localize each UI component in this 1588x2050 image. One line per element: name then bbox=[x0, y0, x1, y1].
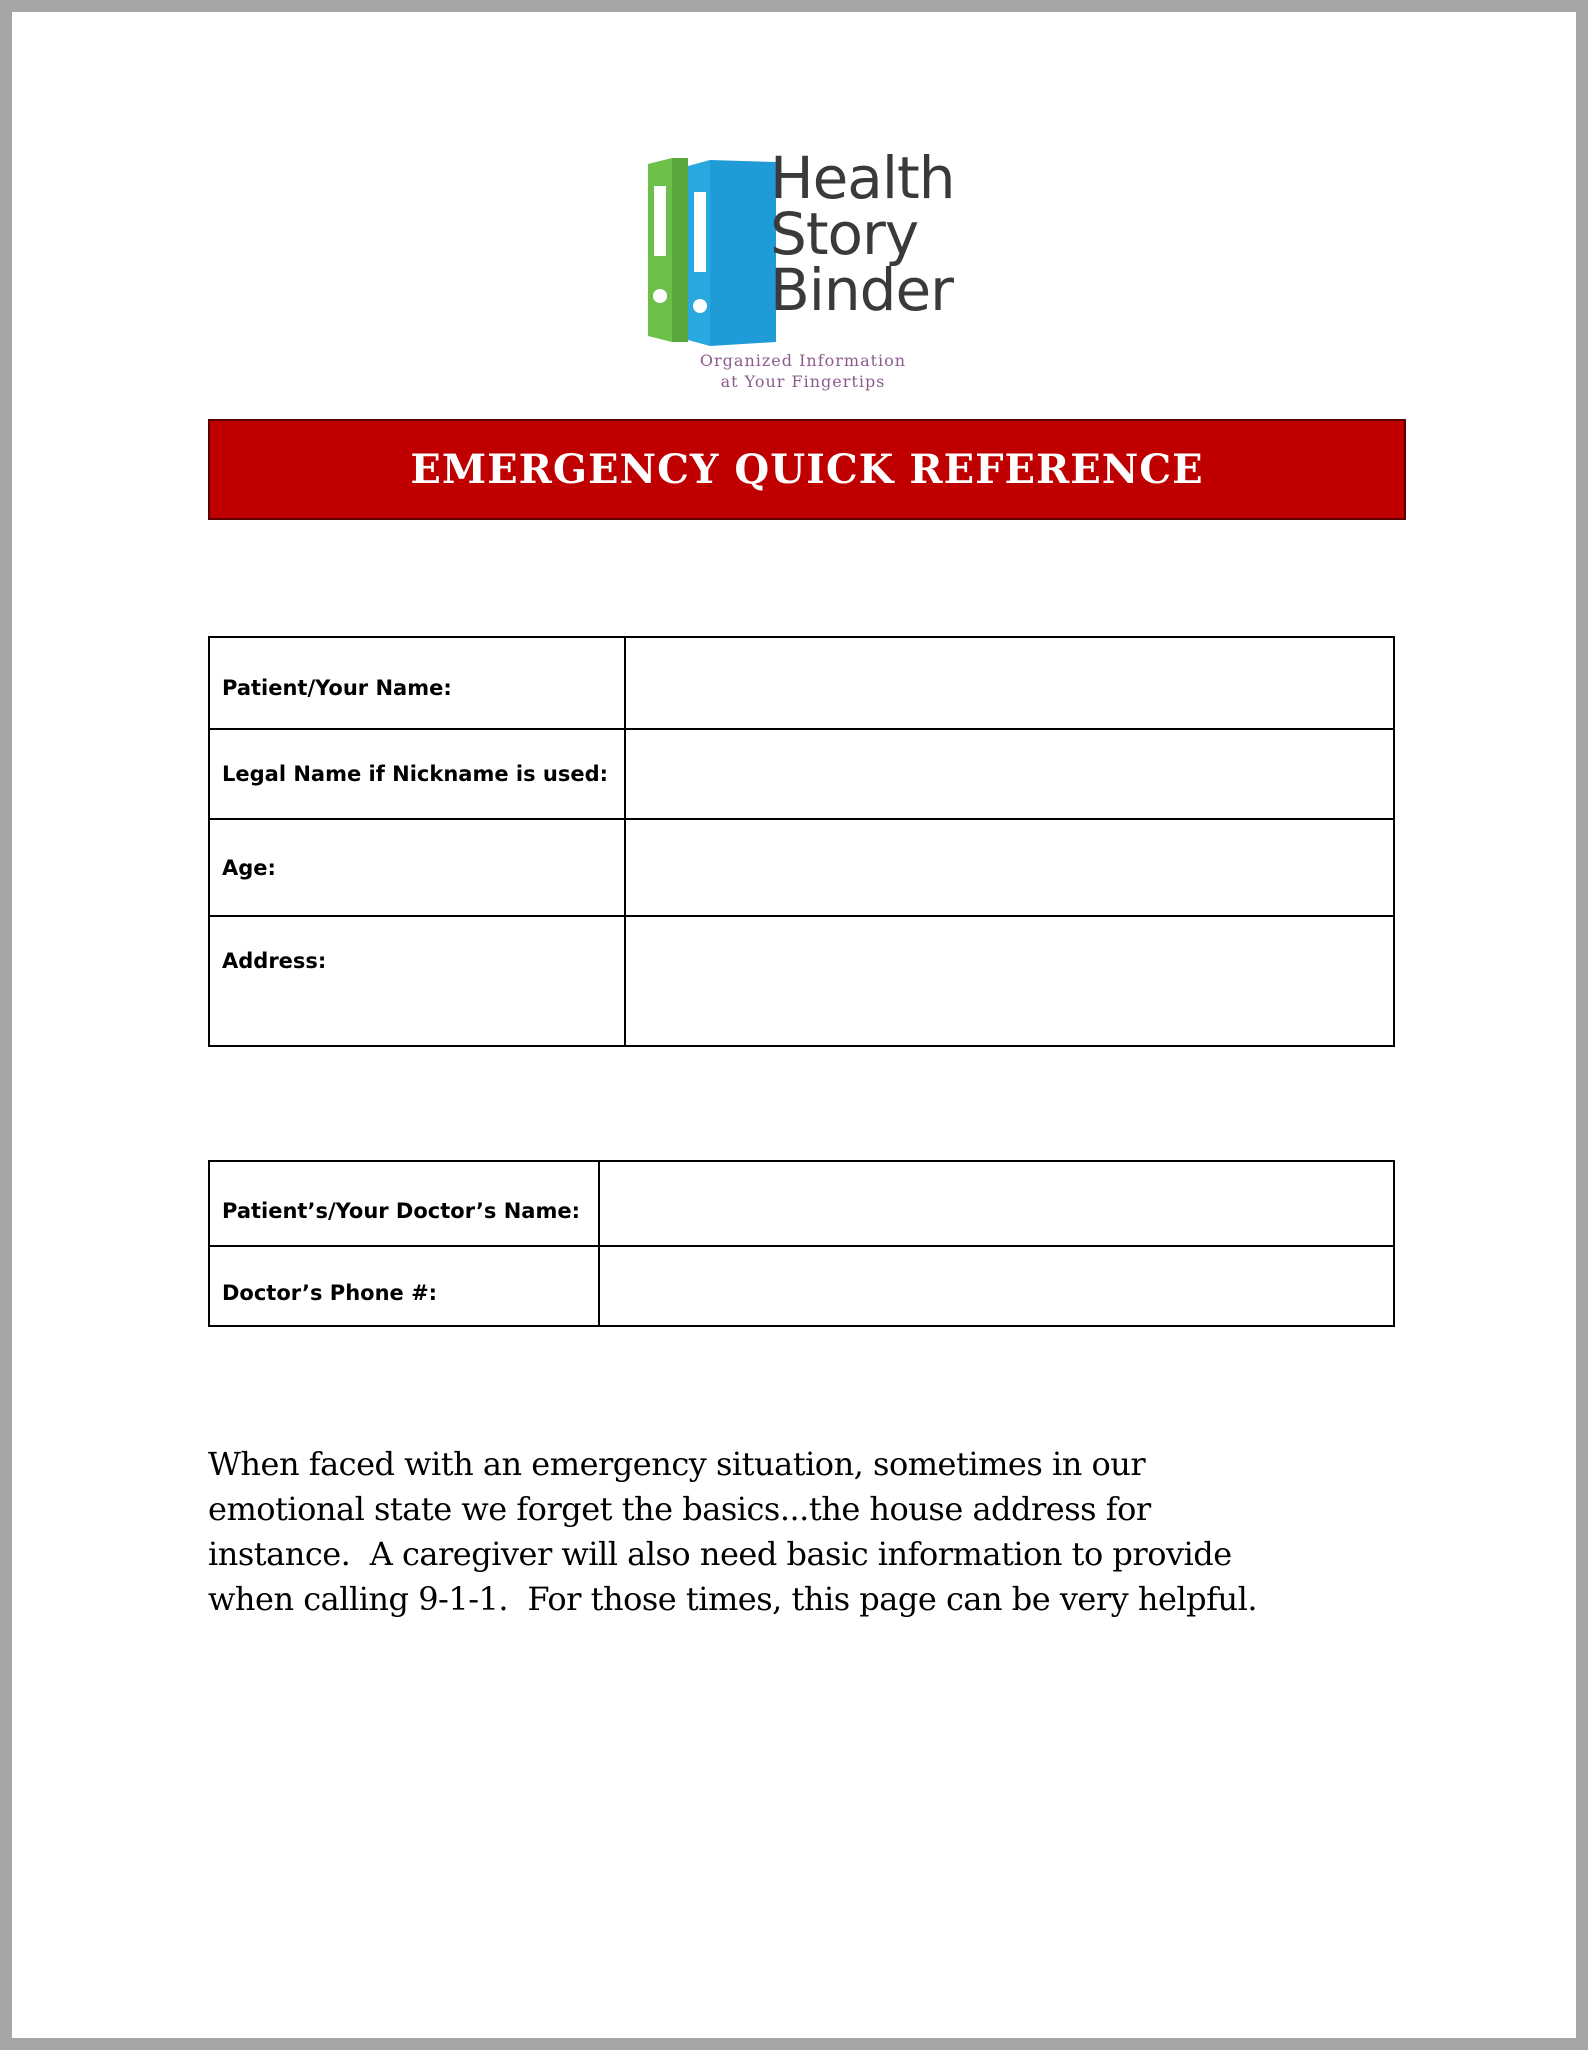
doctor-phone-label: Doctor’s Phone #: bbox=[209, 1246, 599, 1326]
age-label: Age: bbox=[209, 819, 625, 916]
table-row bbox=[209, 1161, 1394, 1246]
instructions-line: When faced with an emergency situation, sometimes in our bbox=[208, 1445, 1146, 1483]
logo-word-story: Story bbox=[770, 200, 919, 268]
instructions-line: when calling 9-1-1. For those times, this page can be very helpful. bbox=[208, 1580, 1258, 1618]
address-label: Address: bbox=[209, 916, 625, 1046]
title-banner bbox=[208, 419, 1406, 520]
patient-name-field[interactable] bbox=[625, 637, 1394, 729]
table-row bbox=[209, 1246, 1394, 1326]
instructions-line: instance. A caregiver will also need basic information to provide bbox=[208, 1535, 1232, 1573]
patient-name-label: Patient/Your Name: bbox=[209, 637, 625, 729]
logo-word-binder: Binder bbox=[770, 256, 954, 324]
page-title: EMERGENCY QUICK REFERENCE bbox=[410, 446, 1204, 493]
logo-tagline-line-2: at Your Fingertips bbox=[720, 372, 886, 391]
logo-tagline bbox=[678, 350, 928, 392]
table-row bbox=[209, 729, 1394, 819]
health-story-binder-logo bbox=[642, 144, 982, 400]
legal-name-label: Legal Name if Nickname is used: bbox=[209, 729, 625, 819]
doctor-info-table bbox=[208, 1160, 1395, 1327]
logo-tagline-line-1: Organized Information bbox=[699, 351, 907, 370]
logo-word-health: Health bbox=[770, 144, 955, 212]
doctor-phone-field[interactable] bbox=[599, 1246, 1394, 1326]
instructions-line: emotional state we forget the basics...the house address for bbox=[208, 1490, 1151, 1528]
logo-wordmark bbox=[770, 144, 955, 324]
age-field[interactable] bbox=[625, 819, 1394, 916]
doctor-name-field[interactable] bbox=[599, 1161, 1394, 1246]
legal-name-field[interactable] bbox=[625, 729, 1394, 819]
table-row bbox=[209, 637, 1394, 729]
patient-info-table bbox=[208, 636, 1395, 1047]
table-row bbox=[209, 916, 1394, 1046]
table-row bbox=[209, 819, 1394, 916]
instructions-paragraph bbox=[208, 1442, 1408, 1622]
binders-icon bbox=[642, 156, 778, 346]
doctor-name-label: Patient’s/Your Doctor’s Name: bbox=[209, 1161, 599, 1246]
address-field[interactable] bbox=[625, 916, 1394, 1046]
